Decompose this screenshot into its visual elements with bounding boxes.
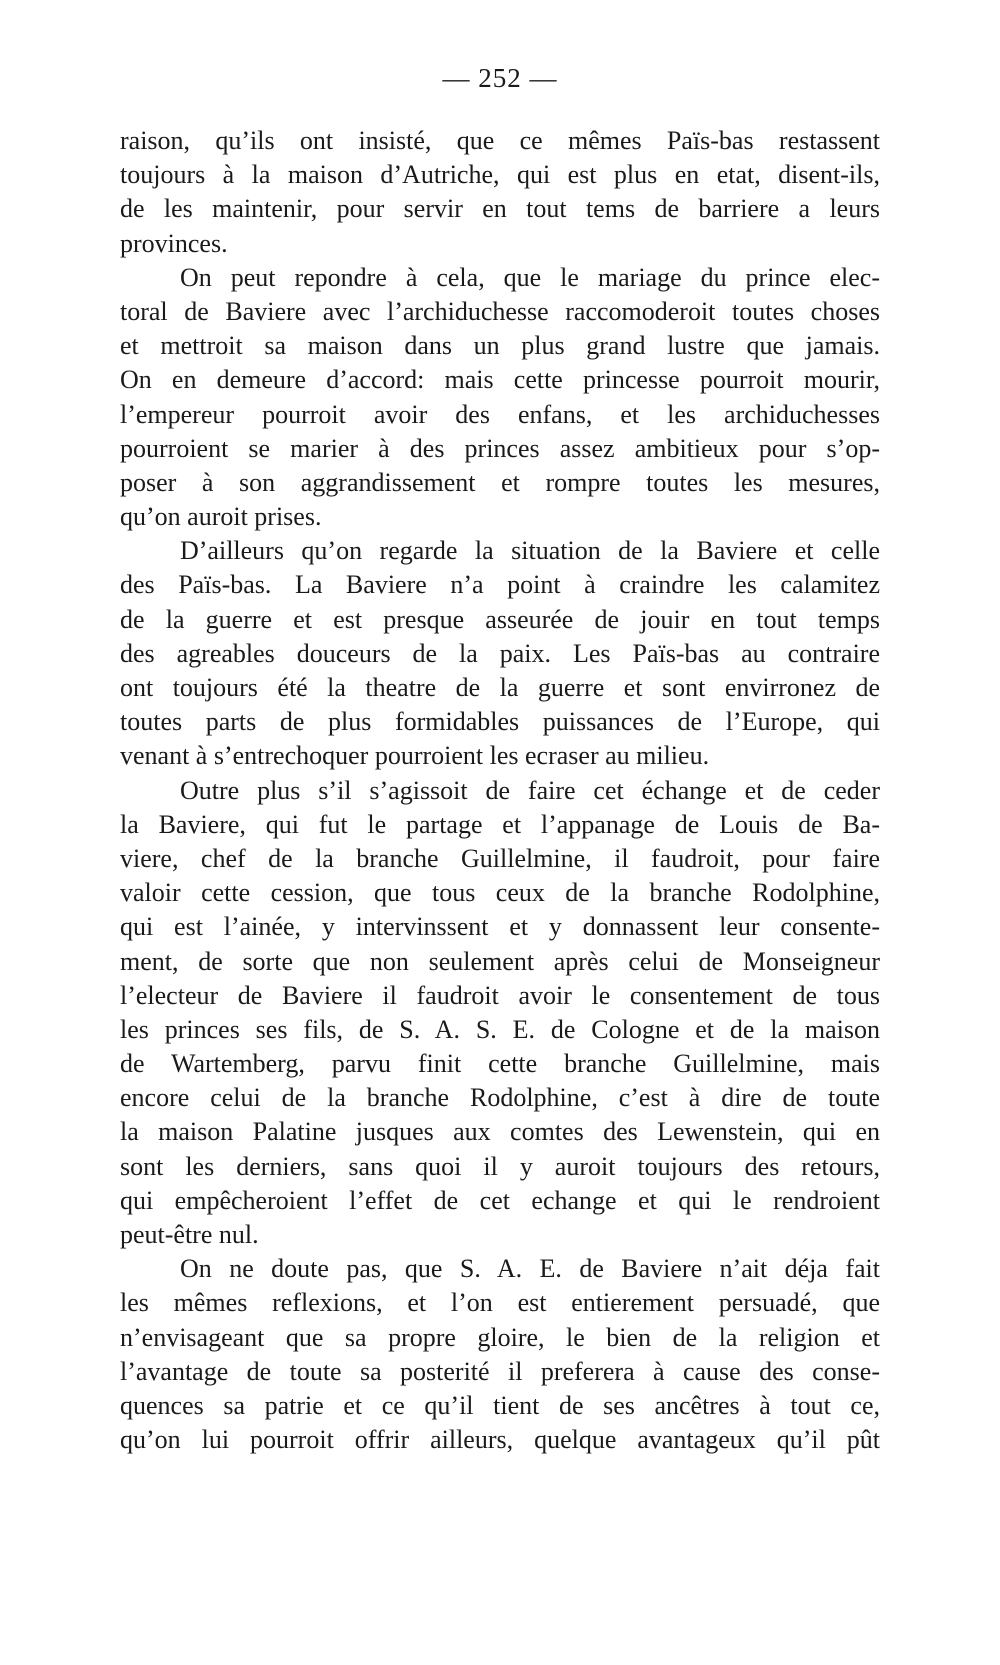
text-line: qu’on auroit prises. (120, 502, 322, 532)
text-line: ont toujours été la theatre de la guerre et sont envirronez de (120, 673, 880, 702)
text-line: Outre plus s’il s’agissoit de faire cet échange et de ceder (180, 775, 880, 805)
text-line: encore celui de la branche Rodolphine, c’est à dire de toute (120, 1083, 880, 1113)
text-line: les mêmes reflexions, et l’on est entierement persuadé, que (120, 1288, 880, 1318)
text-line: toutes parts de plus formidables puissances de l’Europe, qui (120, 707, 880, 737)
text-line: viere, chef de la branche Guillelmine, il faudroit, pour faire (120, 843, 880, 873)
text-line: peut-être nul. (120, 1220, 259, 1249)
text-line: provinces. (120, 228, 228, 258)
text-line: quences sa patrie et ce qu’il tient de ses ancêtres à tout ce, (120, 1390, 880, 1420)
text-line: toral de Baviere avec l’archiduchesse raccomoderoit toutes choses (120, 296, 880, 326)
text-line: sont les derniers, sans quoi il y auroit toujours des retours, (120, 1151, 880, 1181)
text-line: venant à s’entrechoquer pourroient les ecraser au milieu. (120, 741, 710, 771)
text-line: raison, qu’ils ont insisté, que ce mêmes Païs-bas restassent (120, 126, 880, 155)
text-line: On ne doute pas, que S. A. E. de Baviere n’ait déja fait (180, 1254, 880, 1284)
text-line: poser à son aggrandissement et rompre toutes les mesures, (120, 467, 880, 497)
text-line: valoir cette cession, que tous ceux de la branche Rodolphine, (120, 878, 880, 908)
text-line: des Païs-bas. La Baviere n’a point à craindre les calamitez (120, 570, 880, 600)
text-line: et mettroit sa maison dans un plus grand lustre que jamais. (120, 331, 880, 361)
text-line: de Wartemberg, parvu finit cette branche Guillelmine, mais (120, 1049, 880, 1079)
body-text (120, 124, 880, 1457)
text-line: ment, de sorte que non seulement après celui de Monseigneur (120, 946, 880, 976)
text-line: les princes ses fils, de S. A. S. E. de Cologne et de la maison (120, 1014, 880, 1044)
page-number: — 252 — (442, 63, 558, 93)
text-line: l’electeur de Baviere il faudroit avoir le consentement de tous (120, 980, 880, 1010)
text-line: la maison Palatine jusques aux comtes des Lewenstein, qui en (120, 1117, 880, 1147)
text-line: de les maintenir, pour servir en tout tems de barriere a leurs (120, 194, 880, 224)
text-line: l’avantage de toute sa posterité il preferera à cause des conse- (120, 1356, 880, 1386)
text-line: l’empereur pourroit avoir des enfans, et les archiduchesses (120, 399, 880, 429)
text-line: de la guerre et est presque asseurée de jouir en tout temps (120, 604, 880, 634)
text-line: toujours à la maison d’Autriche, qui est plus en etat, disent-ils, (120, 160, 880, 190)
text-line: D’ailleurs qu’on regarde la situation de la Baviere et celle (180, 536, 880, 566)
text-line: des agreables douceurs de la paix. Les Païs-bas au contraire (120, 638, 880, 668)
text-line: qui est l’ainée, y intervinssent et y donnassent leur consente- (120, 912, 880, 942)
text-line: qu’on lui pourroit offrir ailleurs, quelque avantageux qu’il pût (120, 1425, 880, 1455)
text-line: la Baviere, qui fut le partage et l’appanage de Louis de Ba- (120, 809, 880, 839)
text-line: n’envisageant que sa propre gloire, le bien de la religion et (120, 1322, 880, 1352)
text-line: qui empêcheroient l’effet de cet echange et qui le rendroient (120, 1185, 880, 1215)
text-line: On en demeure d’accord: mais cette princesse pourroit mourir, (120, 365, 880, 395)
text-line: pourroient se marier à des princes assez ambitieux pour s’op- (120, 433, 880, 463)
text-line: On peut repondre à cela, que le mariage du prince elec- (180, 262, 880, 292)
